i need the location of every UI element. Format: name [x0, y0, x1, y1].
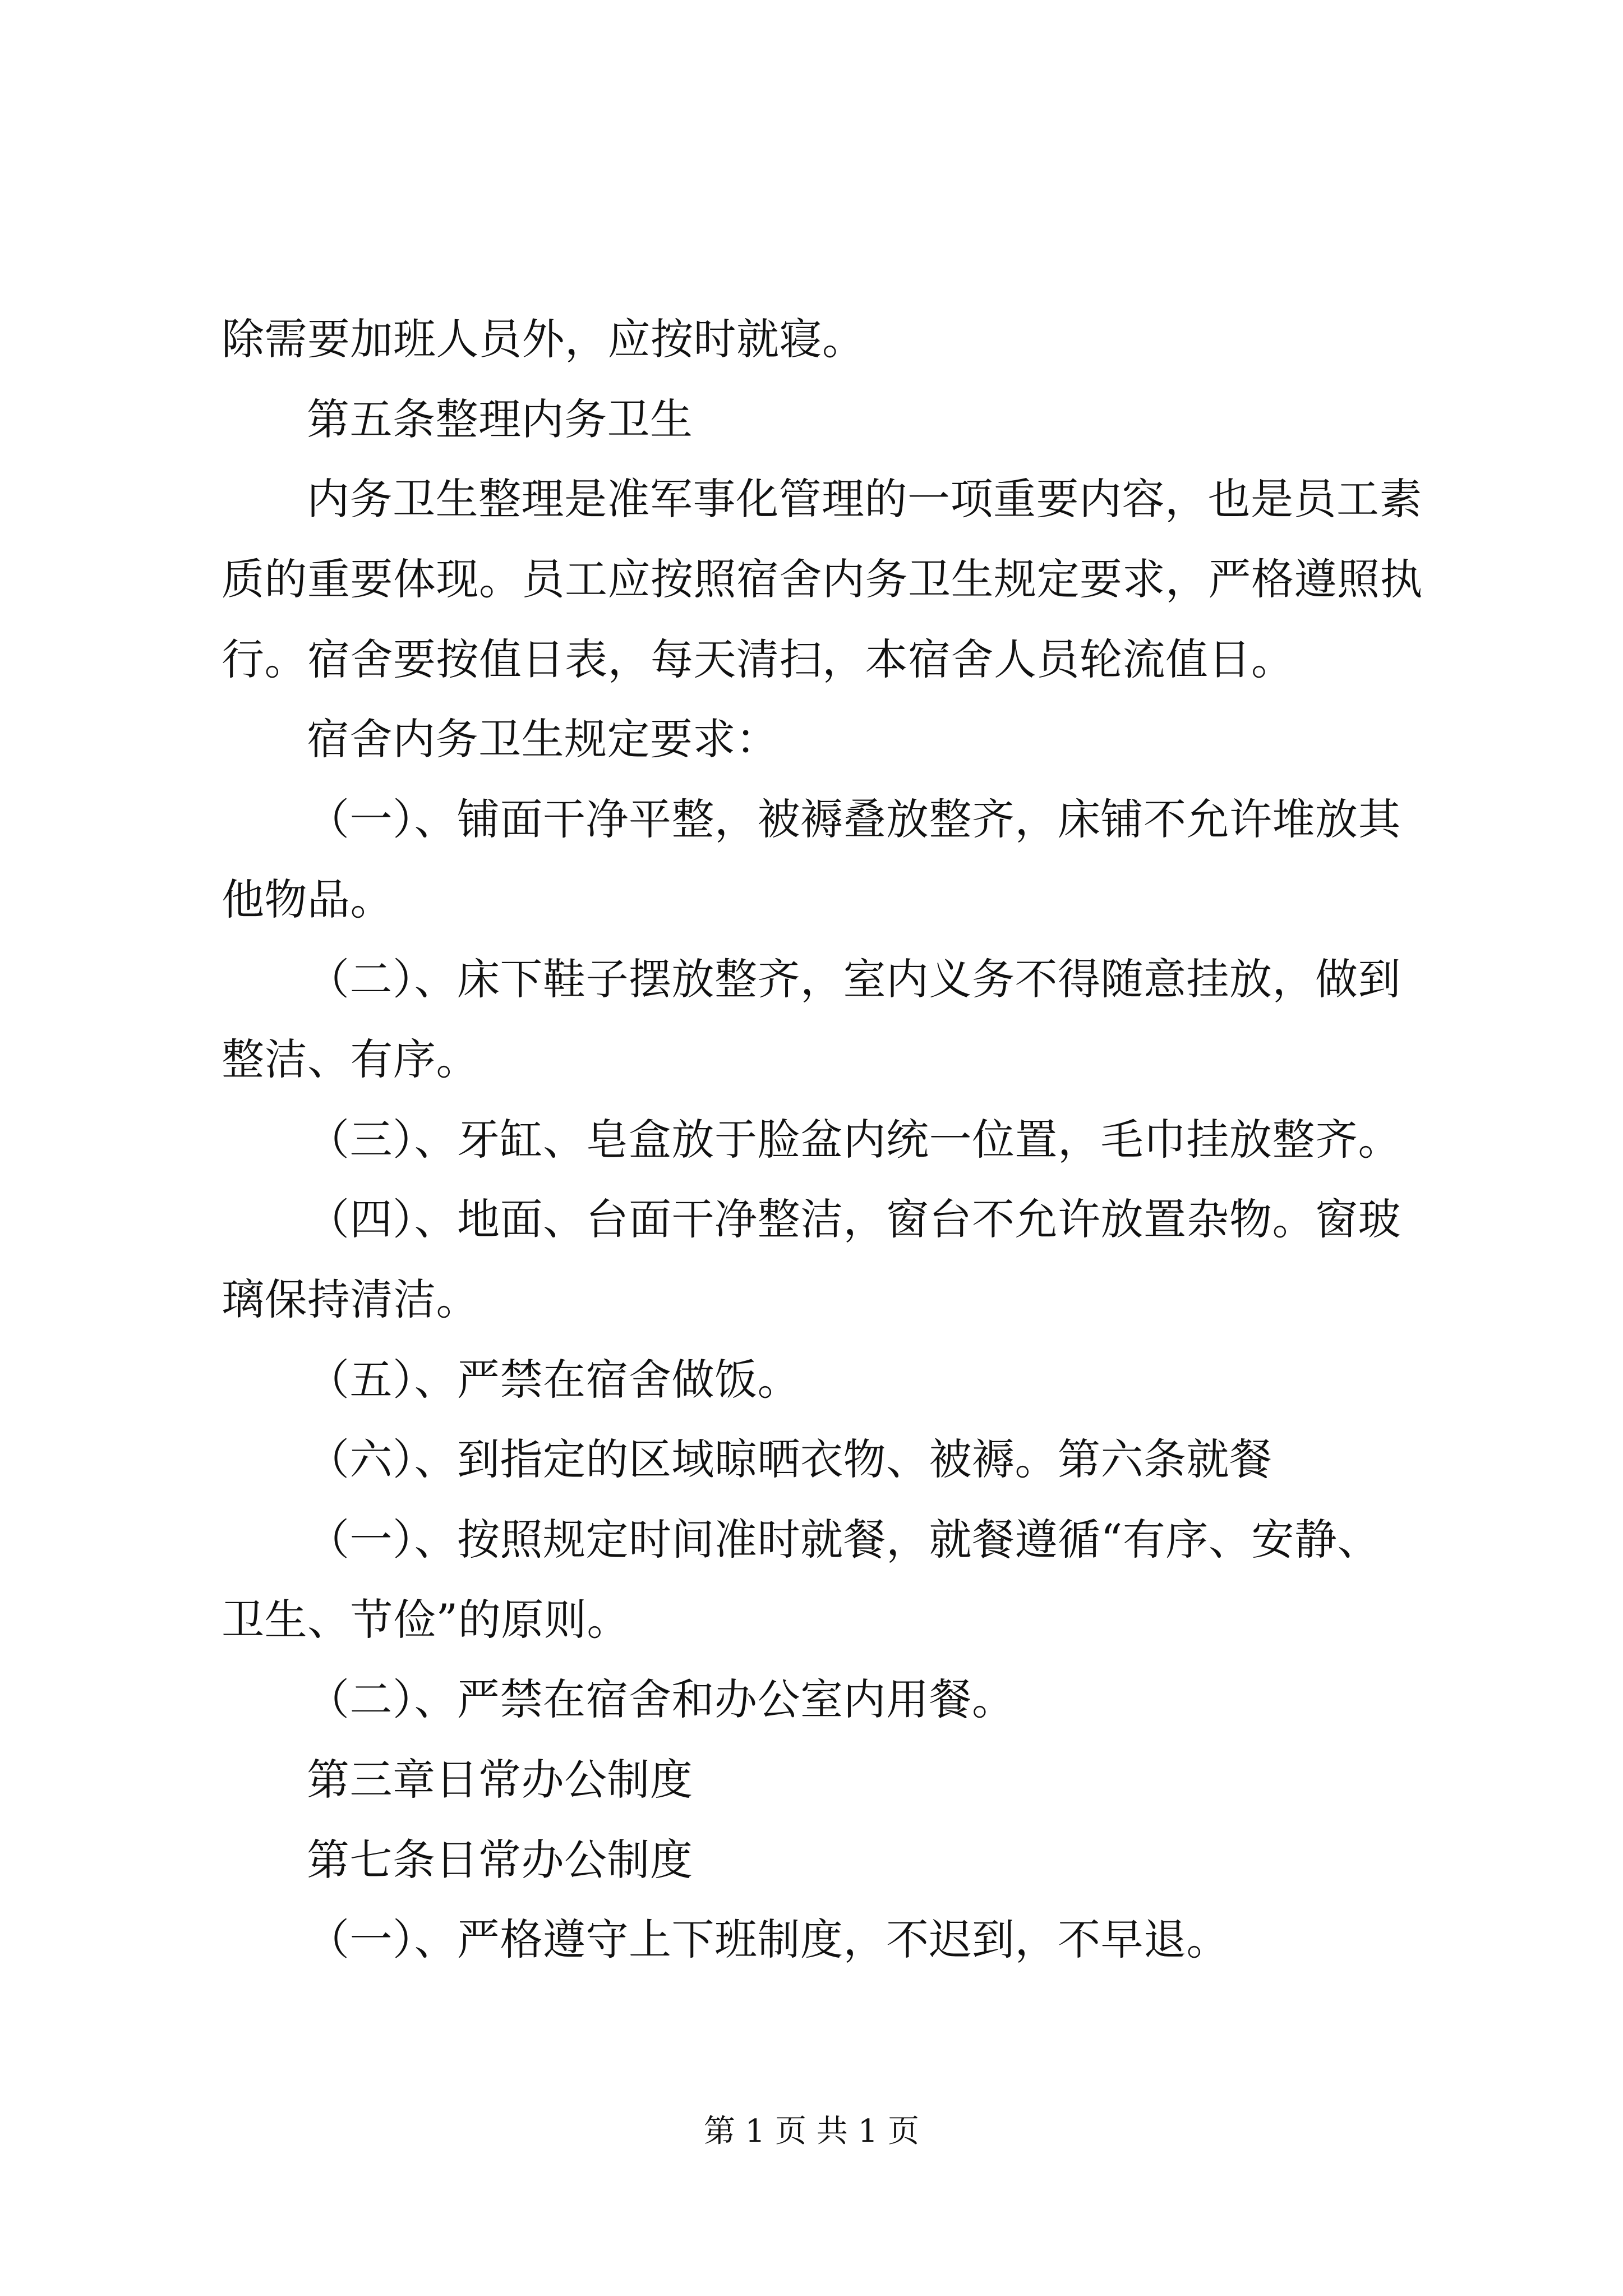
text-line-10: 整洁、有序。 — [222, 1034, 479, 1084]
text-line-9: （二）、床下鞋子摆放整齐，室内义务不得随意挂放，做到 — [307, 954, 1401, 1004]
text-line-12: （四）、地面、台面干净整洁，窗台不允许放置杂物。窗玻 — [307, 1194, 1401, 1244]
text-line-19: 第三章日常办公制度 — [307, 1755, 693, 1805]
text-line-5: 行。宿舍要按值日表，每天清扫，本宿舍人员轮流值日。 — [222, 634, 1294, 684]
text-line-17: 卫生、节俭”的原则。 — [222, 1595, 630, 1645]
text-line-21: （一）、严格遵守上下班制度，不迟到，不早退。 — [307, 1915, 1229, 1964]
text-line-16: （一）、按照规定时间准时就餐，就餐遵循“有序、安静、 — [307, 1515, 1380, 1565]
text-line-20: 第七条日常办公制度 — [307, 1835, 693, 1885]
text-line-3: 内务卫生整理是准军事化管理的一项重要内容，也是员工素 — [307, 474, 1422, 524]
text-line-1: 除需要加班人员外，应按时就寝。 — [222, 314, 865, 364]
text-line-11: （三）、牙缸、皂盒放于脸盆内统一位置，毛巾挂放整齐。 — [307, 1115, 1401, 1165]
text-line-13: 璃保持清洁。 — [222, 1274, 479, 1324]
text-line-14: （五）、严禁在宿舍做饭。 — [307, 1355, 800, 1405]
text-line-7: （一）、铺面干净平整，被褥叠放整齐，床铺不允许堆放其 — [307, 794, 1401, 844]
text-line-4: 质的重要体现。员工应按照宿舍内务卫生规定要求，严格遵照执 — [222, 554, 1423, 604]
text-line-18: （二）、严禁在宿舍和办公室内用餐。 — [307, 1674, 1015, 1724]
text-line-8: 他物品。 — [222, 875, 393, 924]
page-footer: 第 1 页 共 1 页 — [703, 2113, 920, 2150]
text-line-2: 第五条整理内务卫生 — [307, 394, 693, 444]
text-line-6: 宿舍内务卫生规定要求： — [307, 714, 779, 764]
text-line-15: （六）、到指定的区域晾晒衣物、被褥。第六条就餐 — [307, 1434, 1272, 1484]
